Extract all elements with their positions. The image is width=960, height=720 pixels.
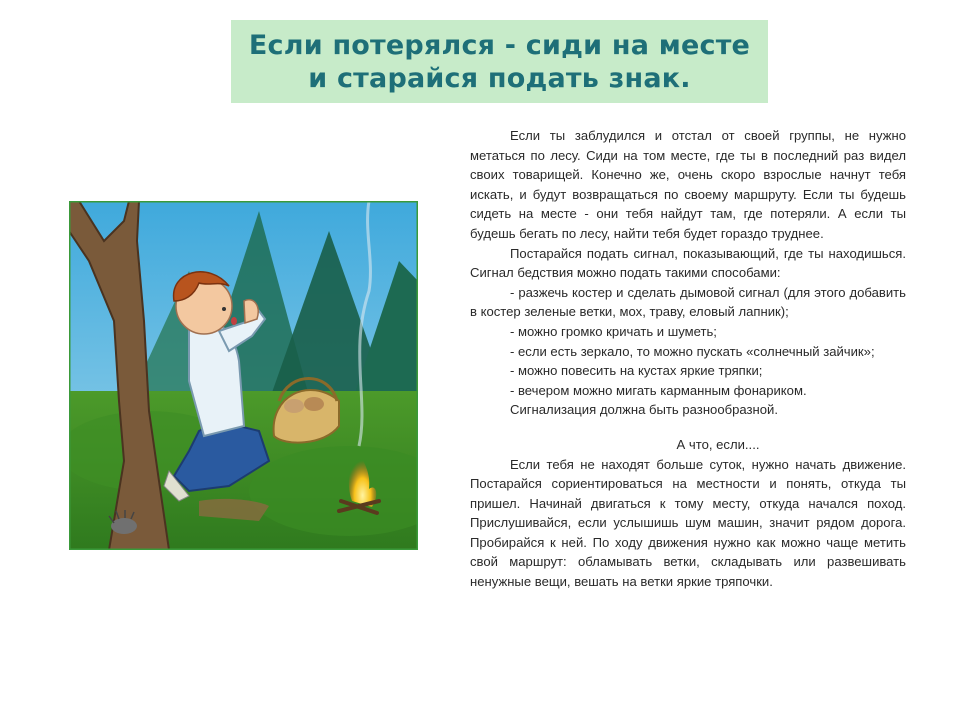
paragraph-what-if: Если тебя не находят больше суток, нужно начать движение. Постарайся сориентироваться на местности и понять, откуда ты пришел. Начинай двигаться к тому месту, откуда начался поход. Прислушивайся, если услышишь шум машин, значит рядом дорога. Пробирайся к ней. По ходу движения нужно как можно чаще метить свой маршрут: обламывать ветки, складывать или развешивать ненужные вещи, вешать на ветки яркие тряпочки. (470, 456, 906, 590)
list-item: - если есть зеркало, то можно пускать «солнечный зайчик»; (510, 343, 875, 359)
section-heading: А что, если.... (676, 436, 760, 452)
hedgehog (111, 518, 137, 534)
paragraph-variety: Сигнализация должна быть разнообразной. (510, 402, 778, 418)
lost-boy-in-forest-illustration (69, 201, 418, 550)
paragraph-signal: Постарайся подать сигнал, показывающий, где ты находишься. Сигнал бедствия можно подать такими способами: (470, 245, 906, 281)
list-item: - вечером можно мигать карманным фонариком. (510, 382, 807, 398)
article-text (470, 126, 906, 592)
title-banner (231, 20, 768, 103)
title-line-1: Если потерялся - сиди на месте (248, 29, 751, 61)
hands (244, 300, 258, 323)
list-item: - разжечь костер и сделать дымовой сигнал (для этого добавить в костер зеленые ветки, мох, траву, еловый лапник); (470, 284, 906, 320)
list-item: - можно повесить на кустах яркие тряпки; (510, 363, 763, 379)
list-item: - можно громко кричать и шуметь; (510, 323, 717, 339)
paragraph-intro: Если ты заблудился и отстал от своей группы, не нужно метаться по лесу. Сиди на том месте, где ты в последний раз видел своих товарищей. Конечно же, очень скоро взрослые начнут тебя искать, и будут возвращаться по своему маршруту. Если ты будешь сидеть на месте - они тебя найдут там, где потеряли. А если ты будешь бегать по лесу, найти тебя будет гораздо труднее. (470, 128, 906, 241)
title-line-2: и старайся подать знак. (308, 62, 691, 94)
